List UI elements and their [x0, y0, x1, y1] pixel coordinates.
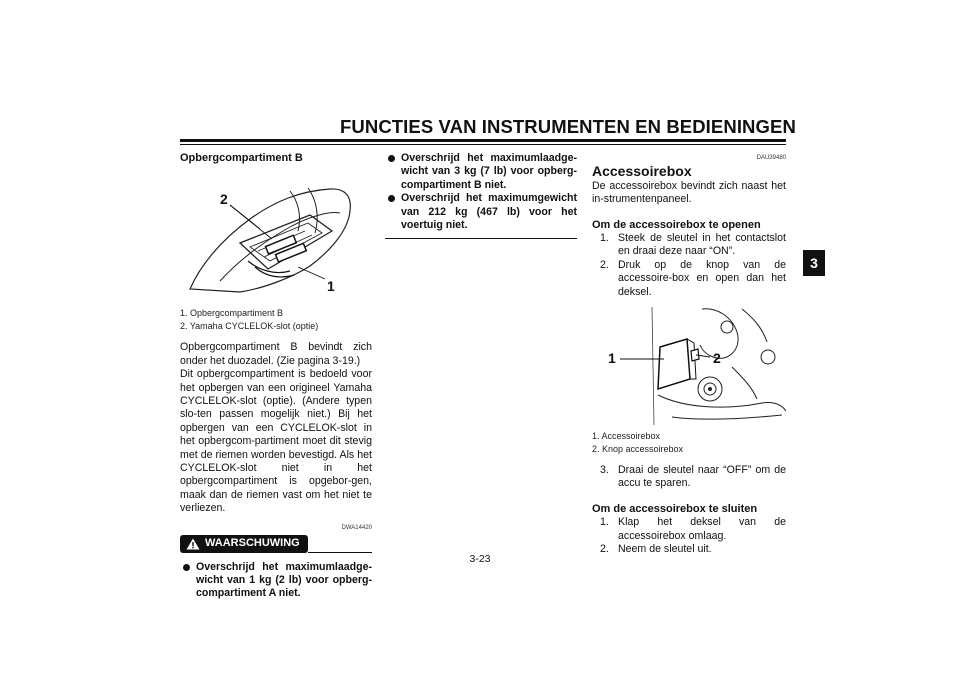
close-heading: Om de accessoirebox te sluiten [592, 502, 758, 515]
figure-label-1: 1 [327, 278, 335, 295]
step-item: 2. Neem de sleutel uit. [600, 543, 712, 556]
warning-item: Overschrijd het maximumlaadge-wicht van 1 kg (2 lb) voor opberg-compartiment A niet. [180, 561, 372, 601]
figure-caption-2: 2. Yamaha CYCLELOK-slot (optie) [180, 321, 319, 332]
middle-column [385, 152, 577, 239]
warning-item: Overschrijd het maximumlaadge-wicht van 3 kg (7 lb) voor opberg-compartiment B niet. [385, 152, 577, 192]
open-steps-continued [592, 464, 786, 491]
storage-compartment-figure [180, 171, 372, 295]
bullet-icon [388, 195, 395, 202]
intro-paragraph: De accessoirebox bevindt zich naast het in-strumentenpaneel. [592, 179, 786, 206]
section-subtitle: Opbergcompartiment B [180, 152, 303, 164]
step-item: 1. Steek de sleutel in het contactslot en draai deze naar “ON”. [600, 232, 786, 258]
page-header-title: FUNCTIES VAN INSTRUMENTEN EN BEDIENINGEN [340, 116, 796, 137]
warning-badge [180, 535, 308, 552]
section-code: DAU39480 [756, 155, 786, 161]
figure-label-2: 2 [713, 350, 721, 367]
figure-caption-2: 2. Knop accessoirebox [592, 444, 684, 455]
bullet-icon [388, 155, 395, 162]
warning-header [180, 535, 372, 552]
figure-caption-1: 1. Accessoirebox [592, 431, 661, 442]
warning-item: Overschrijd het maximumgewicht van 212 kg (467 lb) voor het voertuig niet. [385, 192, 577, 232]
warning-triangle-icon [186, 538, 200, 550]
section-title: Accessoirebox [592, 163, 692, 180]
chapter-tab: 3 [803, 250, 825, 276]
open-steps [592, 232, 786, 299]
warning-list-left [180, 561, 372, 601]
figure-label-2: 2 [220, 191, 228, 208]
warning-code: DWA14420 [341, 524, 372, 531]
close-steps [592, 516, 786, 556]
open-heading: Om de accessoirebox te openen [592, 218, 761, 231]
warning-label: WAARSCHUWING [205, 537, 300, 550]
paragraph-location: Opbergcompartiment B bevindt zich onder het duozadel. (Zie pagina 3-19.) [180, 341, 372, 367]
warning-list-middle [385, 152, 577, 232]
step-item: 1. Klap het deksel van de accessoirebox omlaag. [600, 516, 786, 542]
right-column [592, 152, 786, 557]
figure-label-1: 1 [608, 350, 616, 367]
paragraph-purpose: Dit opbergcompartiment is bedoeld voor het opbergen van een origineel Yamaha CYCLELOK-slot (optie). (Andere typen slo-ten passen mogelijk niet.) Bij het opbergen van een CYCLELOK-slot in het opbergcom-partiment moet dit stevig met de riemen worden bevestigd. Als het CYCLELOK-slot niet in het opbergcompartiment is opgebor-gen, maak dan de riemen vast om het niet te verliezen. [180, 368, 372, 515]
page-number: 3-23 [469, 553, 491, 565]
figure-caption-1: 1. Opbergcompartiment B [180, 308, 284, 319]
warning-end-rule [385, 238, 577, 239]
header-rule [180, 139, 786, 142]
accessory-box-figure [592, 307, 786, 425]
step-item: 3. Draai de sleutel naar “OFF” om de accu te sparen. [600, 464, 786, 490]
bullet-icon [183, 564, 190, 571]
header-rule-thin [180, 144, 786, 145]
left-column [180, 152, 372, 601]
warning-rule [308, 552, 372, 553]
step-item: 2. Druk op de knop van de accessoire-box en open dan het deksel. [600, 258, 786, 298]
